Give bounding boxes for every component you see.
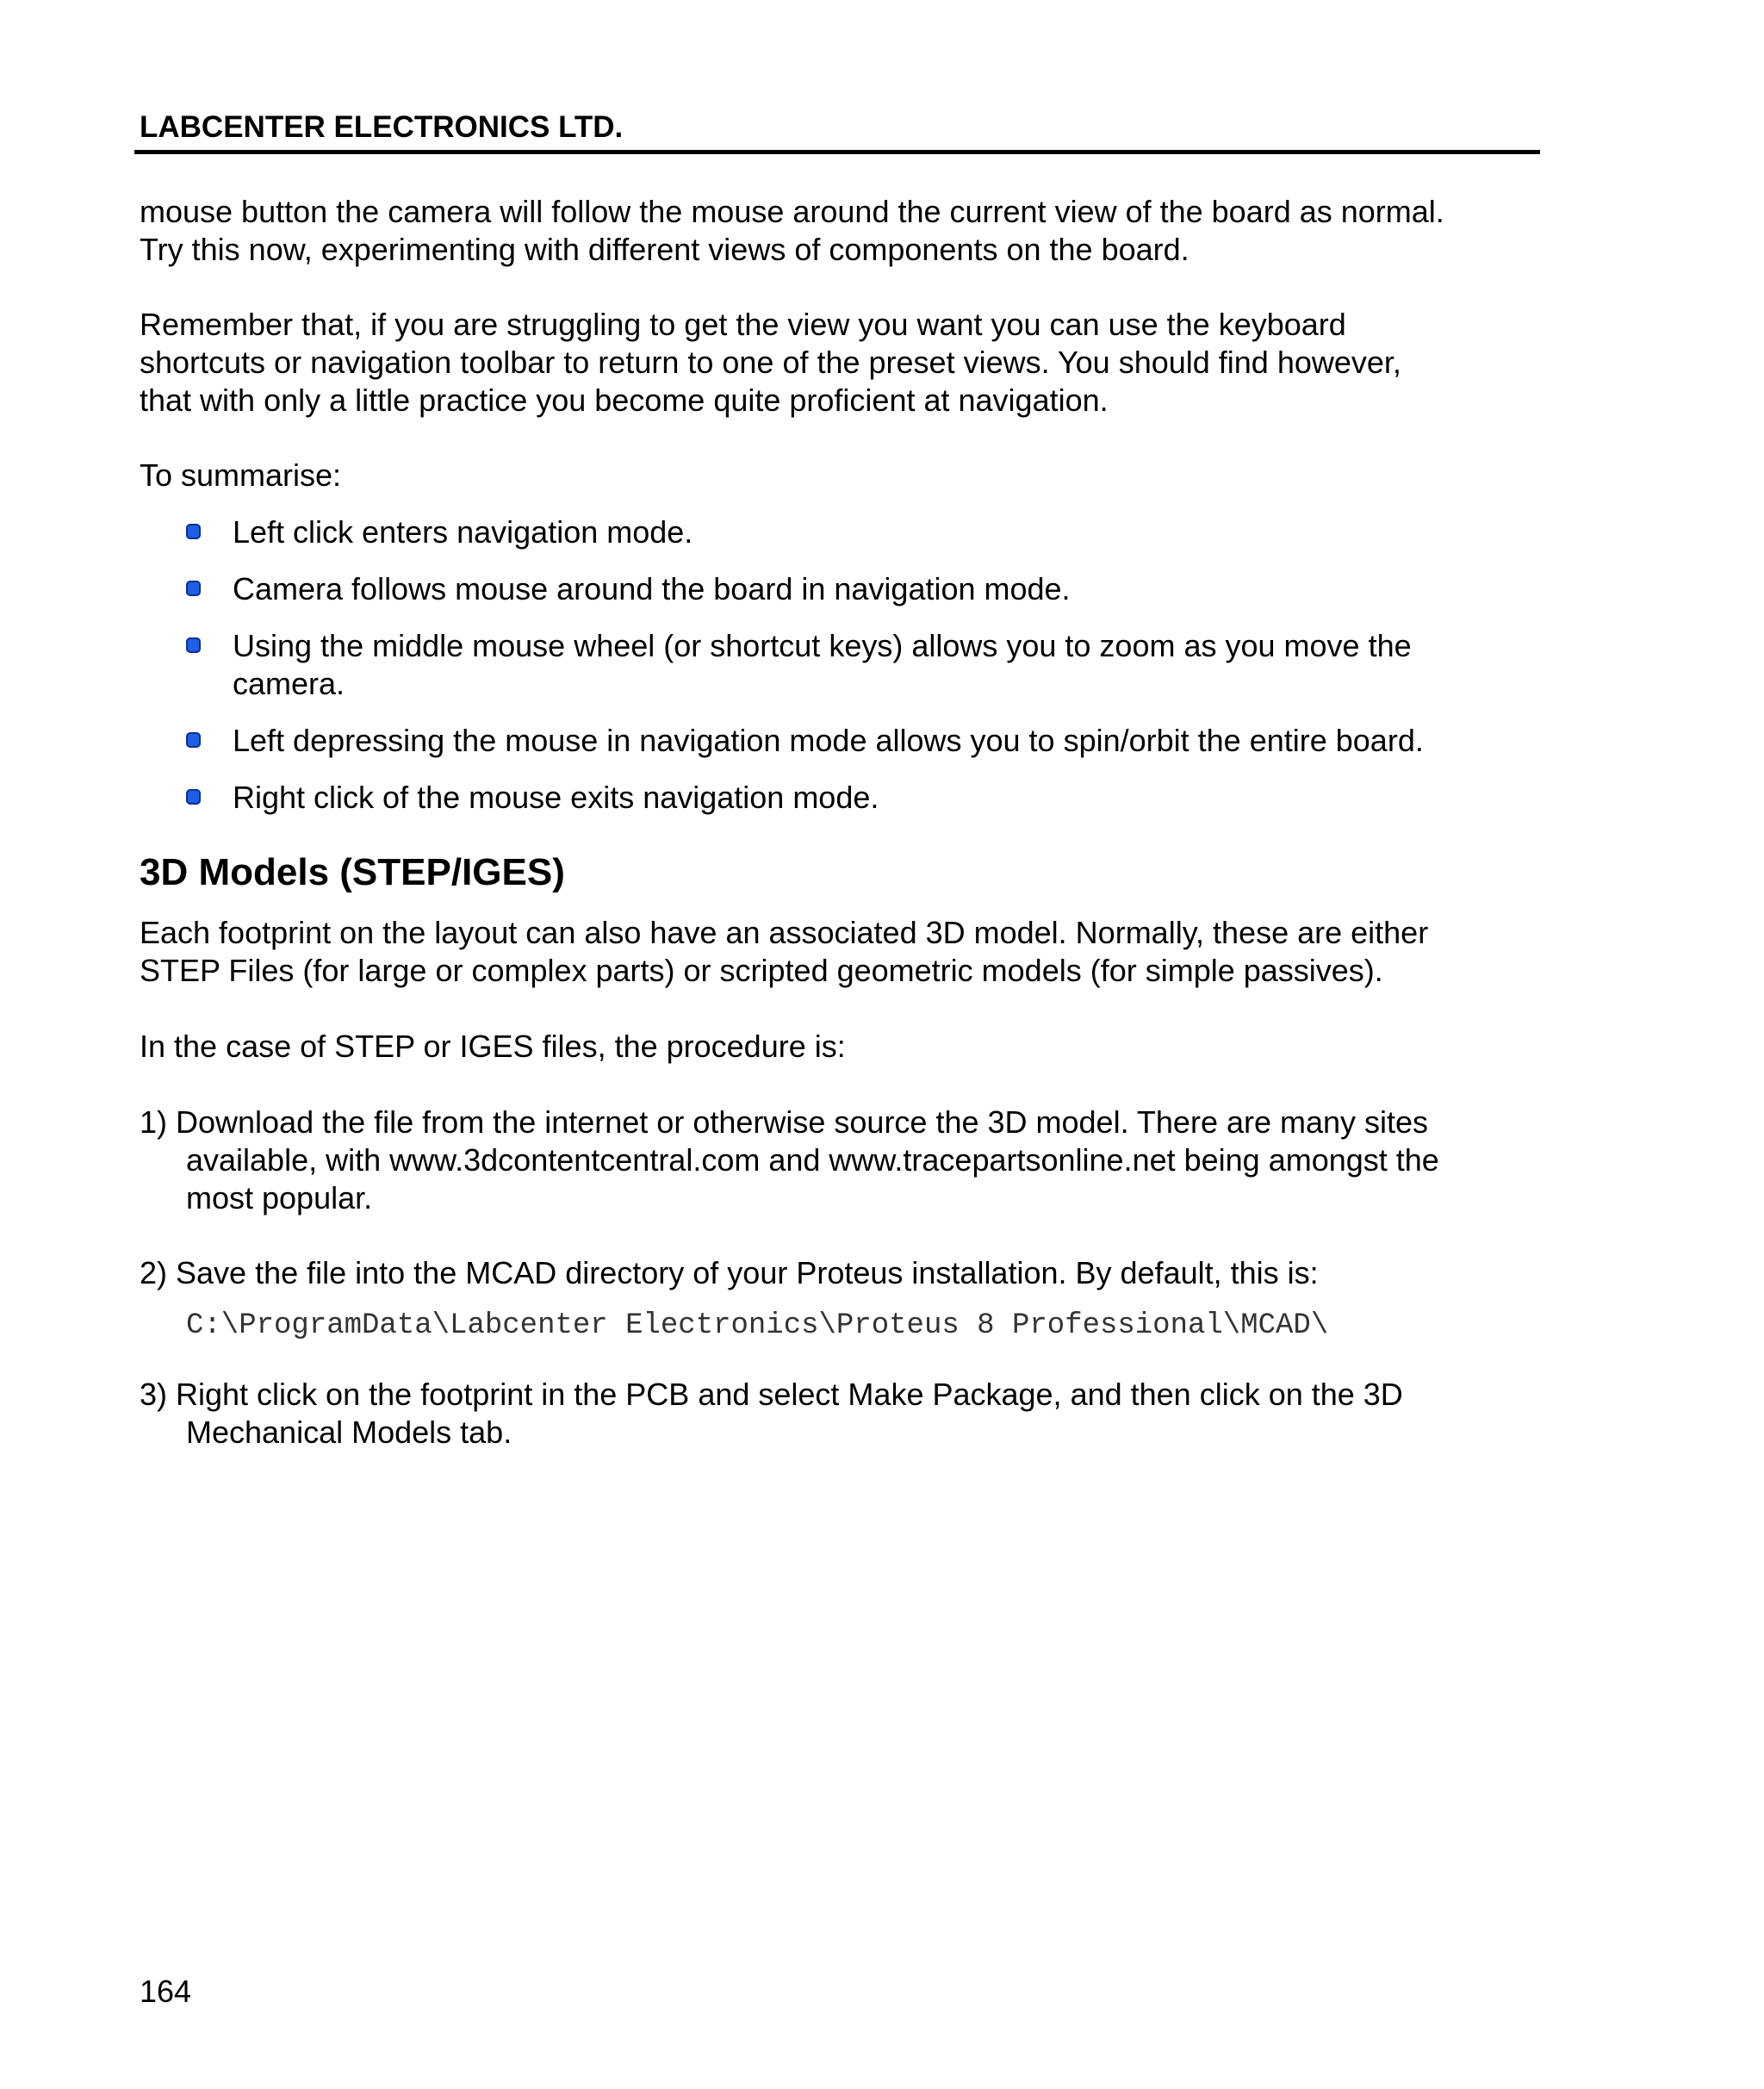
list-item — [186, 513, 1424, 551]
running-header: LABCENTER ELECTRONICS LTD. — [140, 110, 624, 144]
install-path-code: C:\ProgramData\Labcenter Electronics\Proteus 8 Professional\MCAD\ — [186, 1309, 1329, 1342]
paragraph-continuation — [140, 193, 1444, 269]
page-number: 164 — [140, 1974, 192, 2009]
step-make-package — [140, 1376, 1403, 1452]
bullet-icon — [186, 789, 201, 805]
summary-intro: To summarise: — [140, 457, 342, 493]
list-item — [186, 722, 1424, 760]
list-item — [186, 627, 1424, 703]
step-download — [140, 1104, 1439, 1217]
step-line: available, with www.3dcontentcentral.com and www.tracepartsonline.net being amongst the — [186, 1142, 1439, 1178]
summary-bullet-list — [186, 513, 1424, 836]
text-line: Try this now, experimenting with different views of components on the board. — [140, 232, 1189, 267]
bullet-icon — [186, 524, 201, 539]
bullet-text: Right click of the mouse exits navigation mode. — [233, 780, 879, 815]
bullet-text: Using the middle mouse wheel (or shortcut keys) allows you to zoom as you move the — [233, 628, 1412, 663]
bullet-icon — [186, 637, 201, 653]
text-line: STEP Files (for large or complex parts) or scripted geometric models (for simple passives). — [140, 953, 1383, 988]
paragraph-remember — [140, 306, 1401, 420]
bullet-text: camera. — [233, 666, 345, 701]
bullet-text: Left depressing the mouse in navigation mode allows you to spin/orbit the entire board. — [233, 723, 1424, 758]
document-page — [140, 0, 1540, 2089]
step-line: 2) Save the file into the MCAD directory of your Proteus installation. By default, this is: — [140, 1255, 1319, 1290]
text-line: Remember that, if you are struggling to get the view you want you can use the keyboard — [140, 307, 1346, 342]
text-line: mouse button the camera will follow the mouse around the current view of the board as normal. — [140, 194, 1444, 229]
bullet-text: Left click enters navigation mode. — [233, 514, 693, 550]
step-line: Mechanical Models tab. — [186, 1414, 512, 1450]
step-line: most popular. — [186, 1180, 373, 1215]
paragraph-procedure-intro: In the case of STEP or IGES files, the procedure is: — [140, 1029, 846, 1064]
text-line: shortcuts or navigation toolbar to return to one of the preset views. You should find however, — [140, 345, 1401, 380]
bullet-icon — [186, 581, 201, 596]
header-rule — [134, 150, 1540, 154]
list-item — [186, 570, 1424, 608]
step-line: 3) Right click on the footprint in the PCB and select Make Package, and then click on the 3D — [140, 1377, 1403, 1412]
bullet-text: Camera follows mouse around the board in navigation mode. — [233, 571, 1071, 606]
text-line: Each footprint on the layout can also have an associated 3D model. Normally, these are either — [140, 915, 1429, 950]
section-heading: 3D Models (STEP/IGES) — [140, 851, 565, 893]
text-line: that with only a little practice you become quite proficient at navigation. — [140, 382, 1109, 418]
paragraph-footprint — [140, 914, 1428, 990]
step-save — [140, 1254, 1319, 1292]
list-item — [186, 779, 1424, 817]
step-line: 1) Download the file from the internet or otherwise source the 3D model. There are many sites — [140, 1104, 1429, 1140]
bullet-icon — [186, 732, 201, 748]
